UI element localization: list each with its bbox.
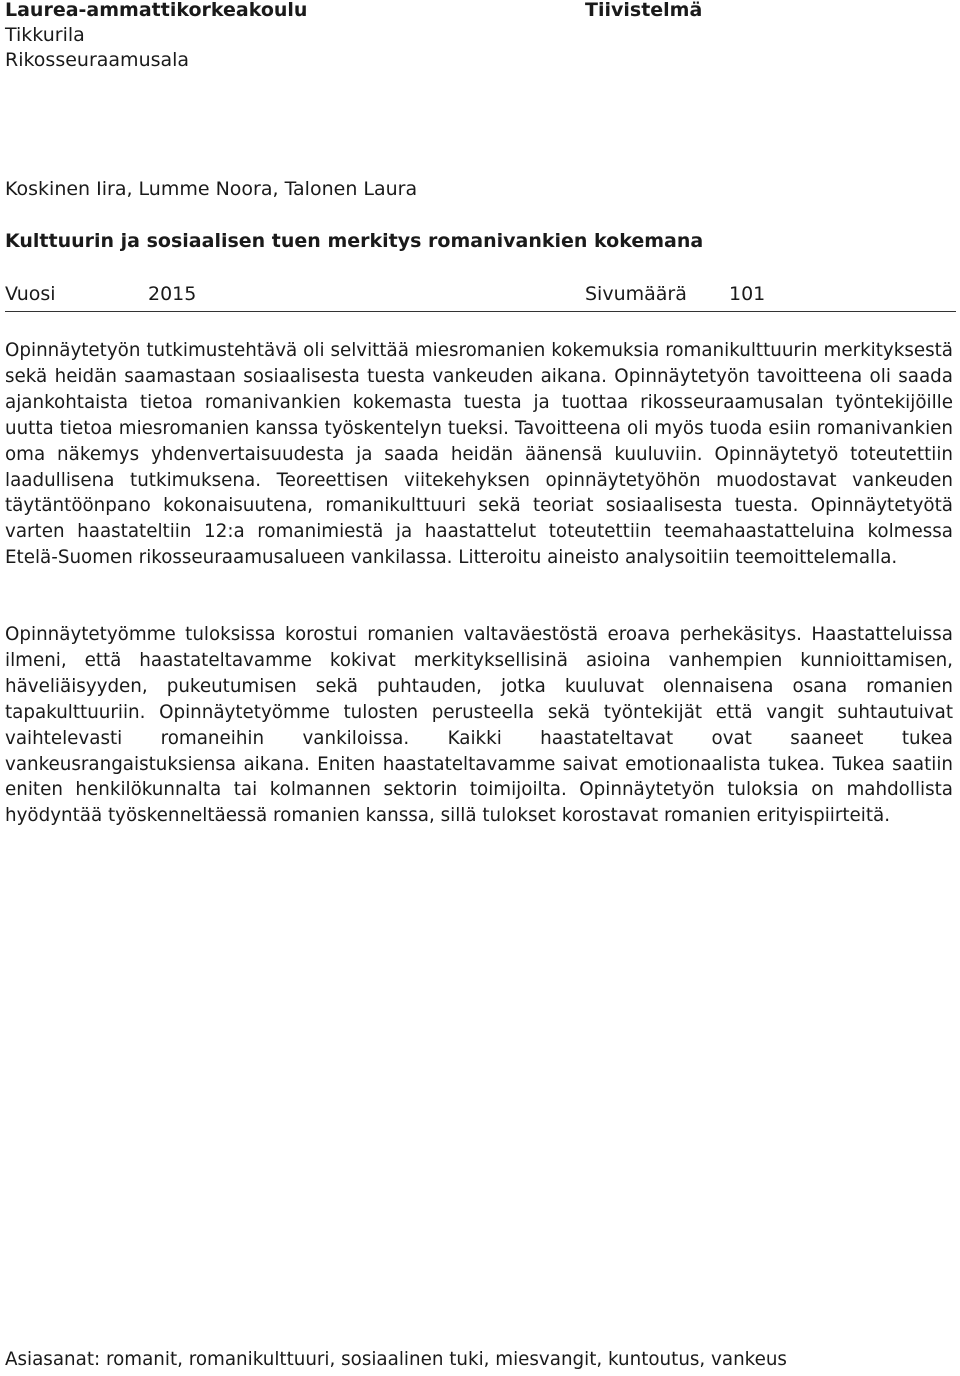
pages-label: Sivumäärä	[585, 283, 687, 305]
abstract-paragraph-2: Opinnäytetyömme tuloksissa korostui romanien valtaväestöstä eroava perhekäsitys. Haastatteluissa ilmeni, että haastateltavamme kokivat merkityksellisinä asioina vanhempien kunnioittamisen, häveliäisyyden, pukeutumisen sekä puhtauden, jotka kuuluvat olennaisena osana romanien tapakulttuuriin. Opinnäytetyömme tulosten perusteella sekä työntekijät että vangit suhtautuivat vaihtelevasti romaneihin vankiloissa. Kaikki haastateltavat ovat saaneet tukea vankeusrangaistuksiensa aikana. Eniten haastateltavamme saivat emotionaalista tukea. Tukea saatiin eniten henkilökunnalta tai kolmannen sektorin toimijoilta. Opinnäytetyön tuloksia on mahdollista hyödyntää työskenneltäessä romanien kanssa, sillä tulokset korostavat romanien erityispiirteitä.	[5, 624, 953, 827]
abstract-paragraph-1: Opinnäytetyön tutkimustehtävä oli selvittää miesromanien kokemuksia romanikulttuurin merkityksestä sekä heidän saamastaan sosiaalisesta tuesta vankeuden aikana. Opinnäytetyön tavoitteena oli saada ajankohtaista tietoa romanivankien kokemasta tuesta ja tuottaa rikosseuraamusalan työntekijöille uutta tietoa miesromanien kanssa työskentelyn tueksi. Tavoitteena oli myös tuoda esiin romanivankien oma näkemys yhdenvertaisuudesta ja saada heidän äänensä kuuluviin. Opinnäytetyö toteutettiin laadullisena tutkimuksena. Teoreettisen viitekehyksen opinnäytetyöhön muodostavat vankeuden täytäntöönpano kokonaisuutena, romanikulttuuri sekä teoriat sosiaalisesta tuesta. Opinnäytetyötä varten haastateltiin 12:a romanimiestä ja haastattelut toteutettiin teemahaastatteluina kolmessa Etelä-Suomen rikosseuraamusalueen vankilassa. Litteroitu aineisto analysoitiin teemoittelemalla.	[5, 340, 953, 569]
program-name: Rikosseuraamusala	[5, 49, 190, 71]
thesis-title: Kulttuurin ja sosiaalisen tuen merkitys romanivankien kokemana	[5, 230, 704, 252]
campus-name: Tikkurila	[5, 24, 85, 46]
year-value: 2015	[148, 283, 197, 305]
document-type: Tiivistelmä	[585, 0, 703, 21]
school-name: Laurea-ammattikorkeakoulu	[5, 0, 308, 21]
keywords: Asiasanat: romanit, romanikulttuuri, sosiaalinen tuki, miesvangit, kuntoutus, vankeus	[5, 1349, 787, 1370]
divider-line	[5, 311, 956, 312]
year-label: Vuosi	[5, 283, 56, 305]
pages-value: 101	[729, 283, 766, 305]
authors: Koskinen Iira, Lumme Noora, Talonen Laura	[5, 178, 418, 200]
